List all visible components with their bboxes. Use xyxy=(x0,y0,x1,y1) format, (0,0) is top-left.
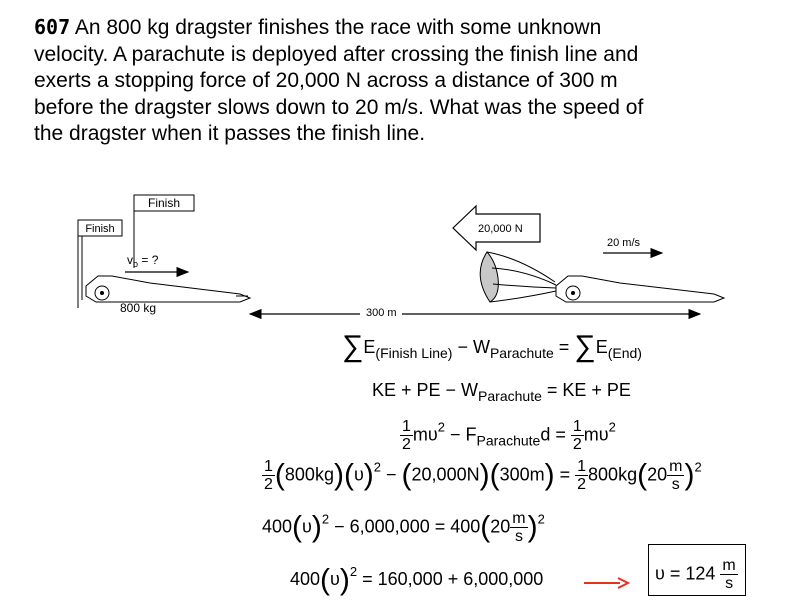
answer-value: υ = 124 xyxy=(655,563,716,584)
finish-line-subscript: (Finish Line) xyxy=(375,345,453,361)
force-term: − F xyxy=(444,424,477,445)
force-label: 20,000 N xyxy=(478,223,523,235)
v0-label: $v_o$ = ? xyxy=(127,253,159,269)
parachute-subscript: Parachute xyxy=(478,388,542,404)
unit-fraction: $\frac{m}{s}$ xyxy=(512,510,526,545)
fraction-half: $\frac{1}{2}$ xyxy=(572,418,582,453)
finish-label-right: Finish xyxy=(147,196,181,210)
fraction-half: $\frac{1}{2}$ xyxy=(264,458,273,493)
exponent: 2 xyxy=(437,419,445,435)
velocity-symbol: υ xyxy=(302,516,312,537)
problem-text: An 800 kg dragster finishes the race with some unknown velocity. A parachute is deployed after crossing the finish line and exerts a stopping force of 20,000 N across a distance of 300 m before the dragster slows down to 20 m/s. What was the speed of the dragster when it passes the finish line. xyxy=(34,16,644,145)
force-arrow xyxy=(453,206,540,250)
exponent: 2 xyxy=(349,564,358,579)
exponent: 2 xyxy=(537,511,545,527)
mv-term: mυ xyxy=(583,424,609,445)
minus-sign: − xyxy=(381,464,402,485)
distance-value: 300m xyxy=(499,464,545,485)
mass-label: 800 kg xyxy=(120,301,157,315)
sum-symbol: ∑ xyxy=(574,330,596,363)
end-subscript: (End) xyxy=(607,345,642,361)
parachute-subscript: Parachute xyxy=(489,345,554,361)
coefficient: 400 xyxy=(290,569,321,589)
equation-ke-pe xyxy=(372,380,631,404)
fraction-half: $\frac{1}{2}$ xyxy=(402,418,411,453)
finish-label-left: Finish xyxy=(85,223,115,235)
equals-sign: = xyxy=(553,337,575,357)
equation-final-step: $400(\upsilon)^2 = 160,000 + 6,000,000$ xyxy=(290,563,544,597)
distance-label: 300 m xyxy=(366,307,397,319)
unit-fraction: $\frac{m}{s}$ xyxy=(722,557,736,592)
energy-symbol: E xyxy=(363,337,376,357)
unit-fraction: $\frac{m}{s}$ xyxy=(669,458,683,493)
equation-work-energy xyxy=(400,418,616,453)
speed-value: 20 xyxy=(647,464,668,485)
parachute-subscript: Parachute xyxy=(476,432,541,449)
velocity-symbol: υ xyxy=(353,464,364,485)
problem-number: 607 xyxy=(34,15,71,39)
work-term: − W xyxy=(452,337,490,357)
exponent: 2 xyxy=(694,459,702,475)
exponent: 2 xyxy=(608,419,616,435)
speed-value: 20 xyxy=(490,516,511,537)
velocity-symbol: υ xyxy=(330,569,340,589)
equals-sign: = xyxy=(554,464,576,485)
parachute xyxy=(480,252,556,302)
mass-value: 800kg xyxy=(588,464,638,485)
coefficient: 400 xyxy=(262,516,293,537)
result-arrow xyxy=(582,576,632,590)
distance-term: d = xyxy=(540,424,571,445)
force-value: 20,000N xyxy=(411,464,480,485)
answer-equation xyxy=(655,557,738,592)
dragster-left xyxy=(86,276,250,302)
exponent: 2 xyxy=(373,459,382,475)
final-velocity-label: 20 m/s xyxy=(607,237,641,249)
eq5-middle: − 6,000,000 = 400 xyxy=(329,516,481,537)
answer-box xyxy=(648,544,746,596)
equation-simplified: $400(\upsilon)^2 - 6,000,000 = 400(20$ $\frac{m}{s}$ )$^2$ xyxy=(262,510,545,545)
fraction-half: $\frac{1}{2}$ xyxy=(577,458,587,493)
eq6-rhs: = 160,000 + 6,000,000 xyxy=(357,569,544,589)
equation-substituted: $\frac{1}{2}$ $(800kg)(\upsilon)^2 - (20,000N)(300m)$ = $\frac{1}{2}$ 800kg(20 $\frac{m}{s}$ )$^2$ xyxy=(264,458,702,493)
mass-value: 800kg xyxy=(284,464,334,485)
dragster-right xyxy=(556,276,724,302)
eq2-rhs: = KE + PE xyxy=(541,380,631,400)
equation-energy-conservation xyxy=(342,330,642,364)
mv-term: mυ xyxy=(412,424,438,445)
problem-statement xyxy=(34,14,644,148)
eq2-lhs: KE + PE − W xyxy=(372,380,479,400)
exponent: 2 xyxy=(321,511,330,527)
sum-symbol: ∑ xyxy=(342,330,364,363)
energy-symbol: E xyxy=(595,337,608,357)
